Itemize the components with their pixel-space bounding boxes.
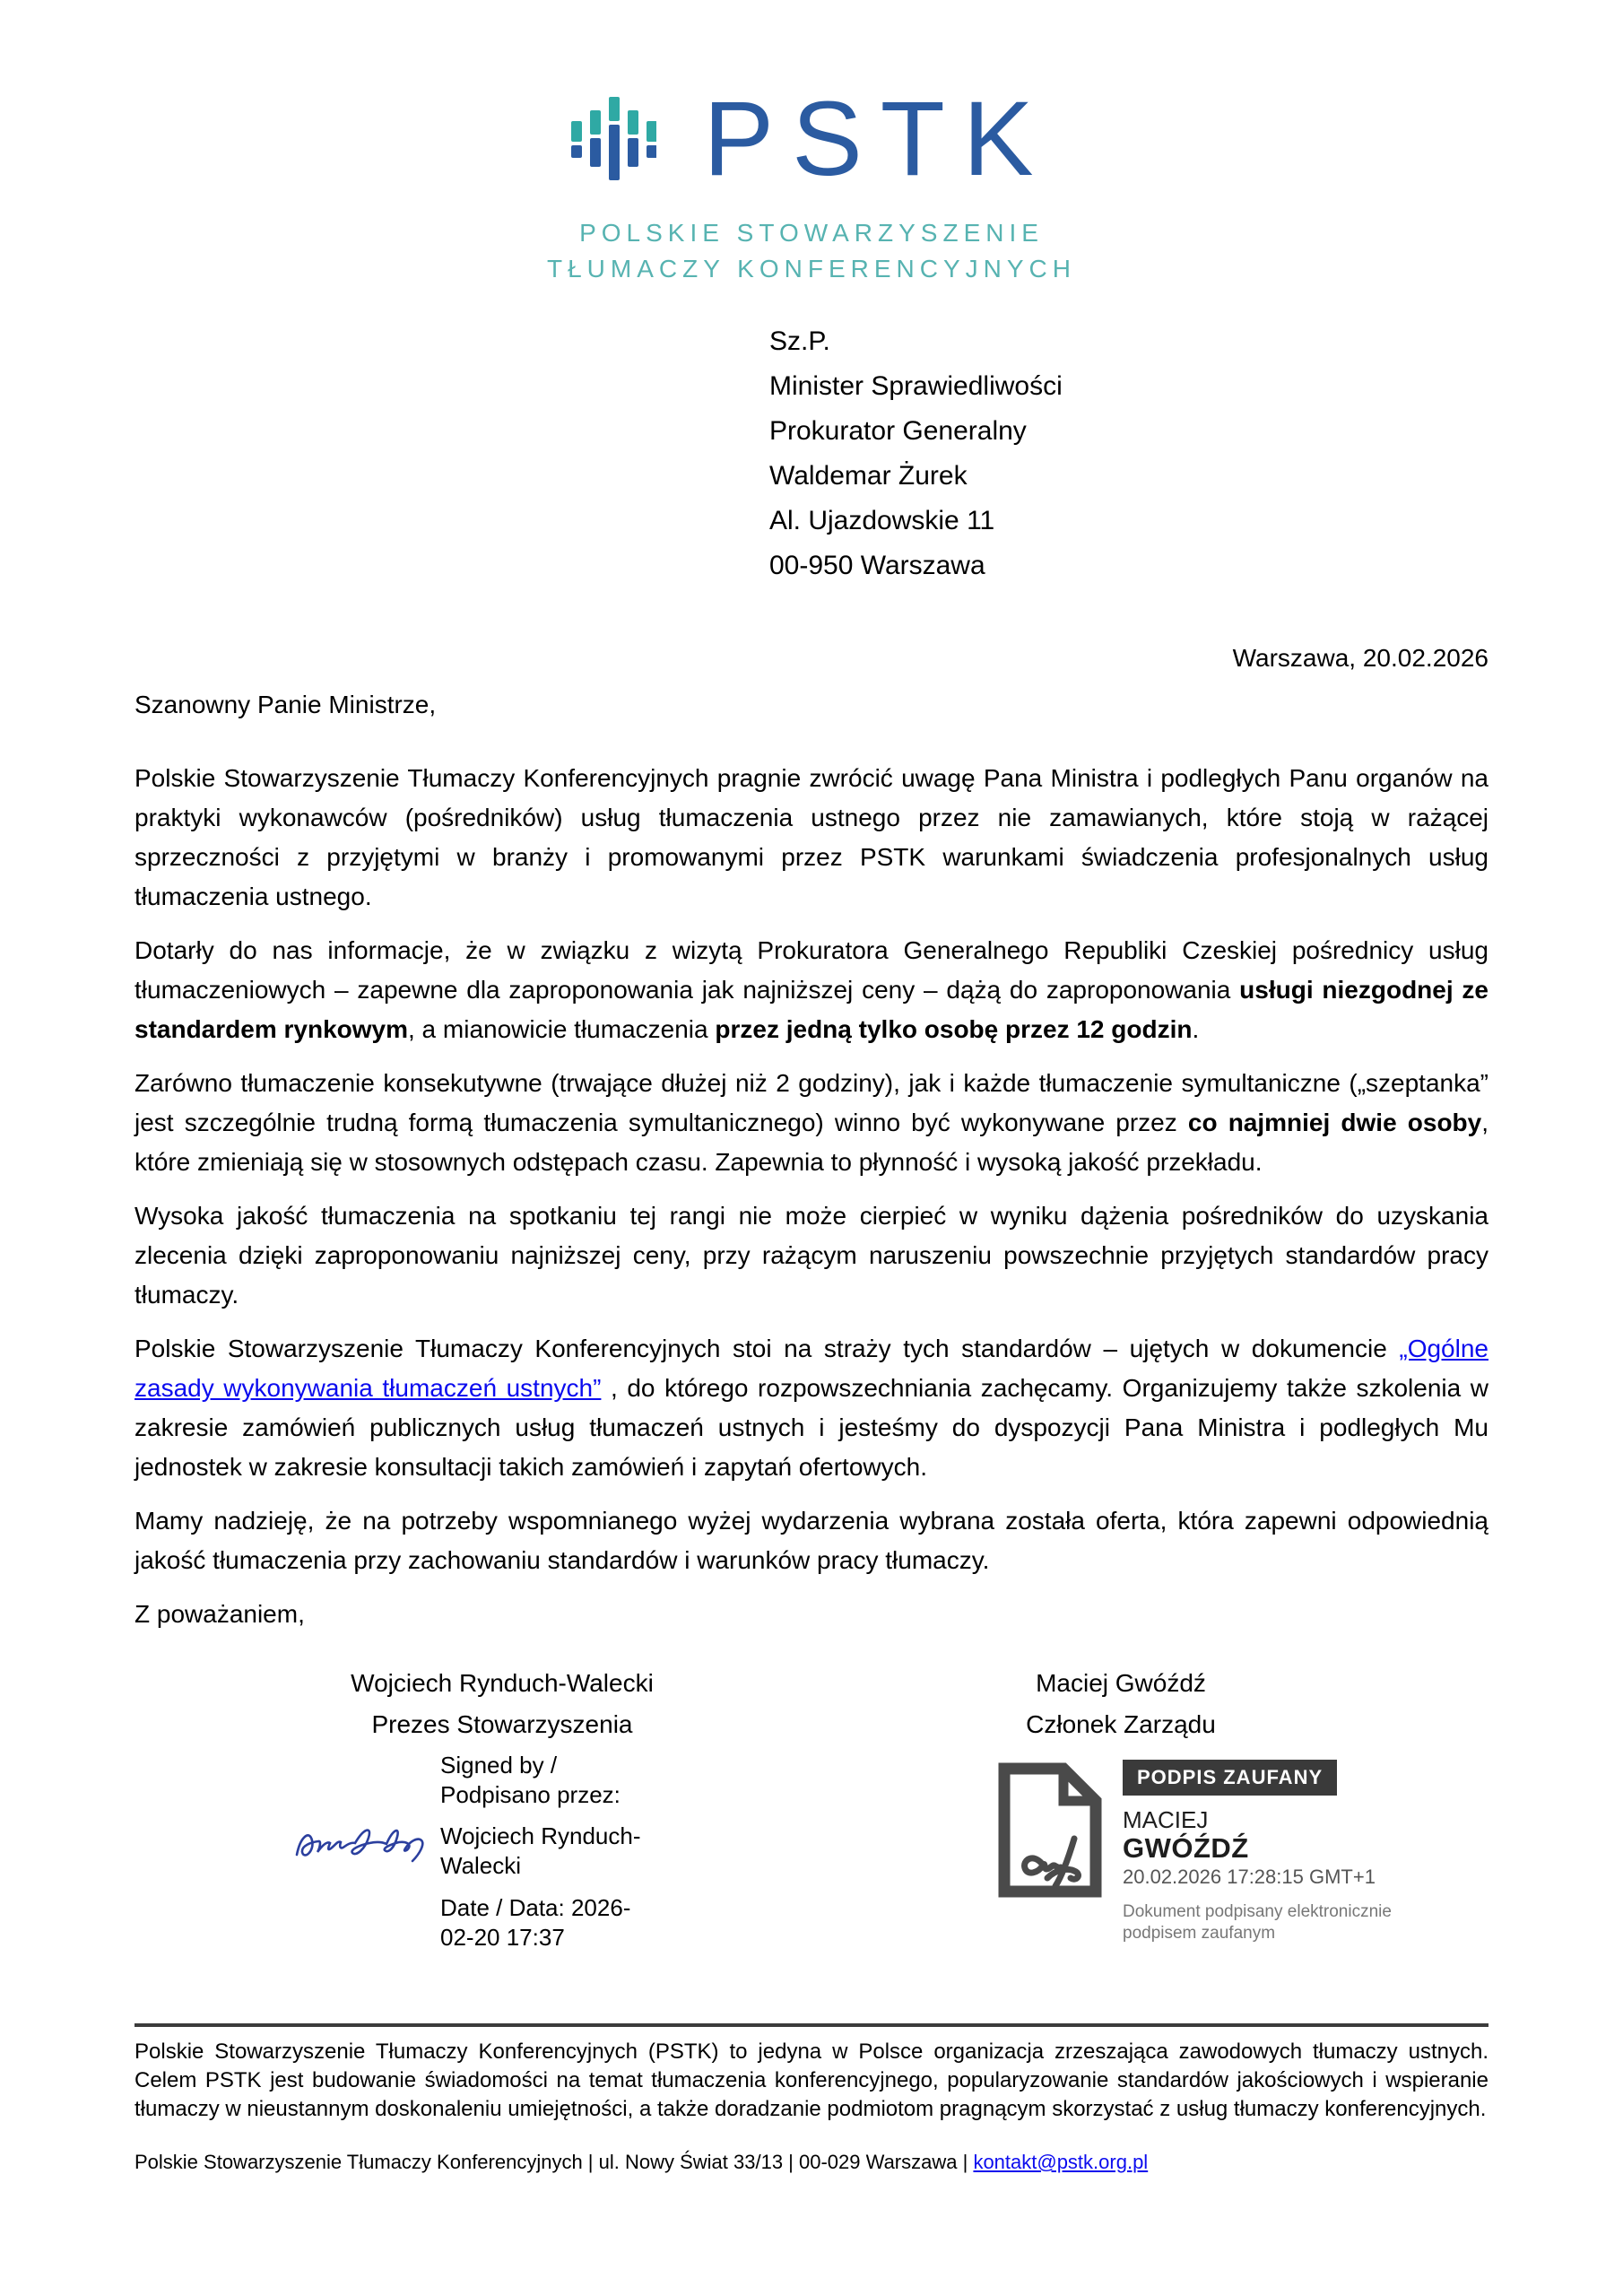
paragraph-text: , a mianowicie tłumaczenia <box>408 1015 716 1043</box>
body-paragraph <box>135 759 1488 917</box>
recipient-block <box>769 319 1623 588</box>
paragraph-text: usługi niezgodnej ze standardem rynkowym <box>135 976 1488 1043</box>
signed-name: Wojciech Rynduch-Walecki <box>440 1822 641 1879</box>
signed-date: Date / Data: 2026-02-20 17:37 <box>440 1894 631 1951</box>
logo-acronym: PSTK <box>703 80 1052 198</box>
signed-by-label-line1: Signed by / <box>440 1752 558 1779</box>
signatory-title-right: Członek Zarządu <box>1026 1710 1216 1738</box>
recipient-line: Sz.P. <box>769 326 830 356</box>
recipient-line: Waldemar Żurek <box>769 461 968 491</box>
paragraph-text: Dotarły do nas informacje, że w związku z wizytą Prokuratora Generalnego Republiki Czeskiej pośrednicy usług tłumaczeniowych – zapewne dla zaproponowania jak najniższej ceny – dążą do zaproponowania <box>135 936 1488 1004</box>
signer-first-name: MACIEJ <box>1123 1806 1209 1833</box>
body-paragraph <box>135 1501 1488 1580</box>
paragraph-text: co najmniej dwie osoby <box>1187 1109 1482 1136</box>
trusted-signature-stamp <box>995 1760 1392 1944</box>
paragraph-text: . <box>1192 1015 1200 1043</box>
signed-by-block <box>293 1751 655 1964</box>
paragraph-text: Mamy nadzieję, że na potrzeby wspomnianego wyżej wydarzenia wybrana została oferta, która zapewni odpowiednią jakość tłumaczenia przy zachowaniu standardów i warunków pracy tłumaczy. <box>135 1507 1488 1574</box>
salutation: Szanowny Panie Ministrze, <box>135 691 437 718</box>
body-paragraph <box>135 1329 1488 1487</box>
letter-body <box>135 759 1488 1580</box>
body-paragraph <box>135 931 1488 1049</box>
paragraph-text: , które zmieniają się w stosownych odstępach czasu. Zapewnia to płynność i wysoką jakość przekładu. <box>135 1109 1488 1176</box>
logo-subtitle-line1: POLSKIE STOWARZYSZENIE <box>579 219 1044 247</box>
recipient-line: Al. Ujazdowskie 11 <box>769 506 995 535</box>
equalizer-logo-icon <box>571 97 656 182</box>
recipient-line: Minister Sprawiedliwości <box>769 371 1063 401</box>
body-paragraph <box>135 1064 1488 1182</box>
closing: Z poważaniem, <box>135 1600 305 1628</box>
paragraph-text: Polskie Stowarzyszenie Tłumaczy Konferencyjnych pragnie zwrócić uwagę Pana Ministra i podległych Panu organów na praktyki wykonawców (pośredników) usług tłumaczenia ustnego przez nie zamawianych, które stoją w rażącej sprzeczności z przyjętymi w branży i promowanymi przez PSTK warunkami świadczenia profesjonalnych usług tłumaczenia ustnego. <box>135 764 1488 910</box>
pstk-logo <box>0 80 1623 287</box>
handwritten-signature <box>293 1803 437 1874</box>
body-paragraph <box>135 1196 1488 1315</box>
footer-divider <box>135 2023 1488 2027</box>
paragraph-text: Polskie Stowarzyszenie Tłumaczy Konferencyjnych stoi na straży tych standardów – ujętych w dokumencie <box>135 1335 1400 1362</box>
signatory-name-left: Wojciech Rynduch-Walecki <box>351 1669 654 1697</box>
footer-about: Polskie Stowarzyszenie Tłumaczy Konferencyjnych (PSTK) to jedyna w Polsce organizacja zrzeszająca zawodowych tłumaczy ustnych. Celem PSTK jest budowanie świadomości na temat tłumaczenia konferencyjnego, popularyzowanie standardów jakościowych i wspieranie tłumaczy w nieustannym doskonaleniu umiejętności, a także doradzanie podmiotom pragnącym skorzystać z usług tłumaczy konferencyjnych. <box>135 2039 1488 2121</box>
recipient-line: 00-950 Warszawa <box>769 551 985 580</box>
logo-subtitle-line2: TŁUMACZY KONFERENCYJNYCH <box>547 255 1076 283</box>
paragraph-text: Zarówno tłumaczenie konsekutywne (trwające dłużej niż 2 godziny), jak i każde tłumaczenie symultaniczne („szeptanka” jest szczególnie trudną formą tłumaczenia symultanicznego) winno być wykonywane przez <box>135 1069 1488 1136</box>
signatory-title-left: Prezes Stowarzyszenia <box>371 1710 633 1738</box>
signature-timestamp: 20.02.2026 17:28:15 GMT+1 <box>1123 1866 1376 1888</box>
email-link[interactable]: kontakt@pstk.org.pl <box>973 2151 1149 2173</box>
document-signature-icon <box>995 1760 1105 1900</box>
signature-section <box>135 1665 1488 1998</box>
paragraph-text: Wysoka jakość tłumaczenia na spotkaniu tej rangi nie może cierpieć w wyniku dążenia pośredników do uzyskania zlecenia dzięki zaproponowaniu najniższej ceny, przy rażącym naruszeniu powszechnie przyjętych standardów pracy tłumaczy. <box>135 1202 1488 1309</box>
signed-by-label-line2: Podpisano przez: <box>440 1781 621 1808</box>
signer-last-name: GWÓŹDŹ <box>1123 1832 1249 1864</box>
document-link[interactable]: „Ogólne zasady wykonywania tłumaczeń ustnych” <box>135 1335 1488 1402</box>
signatory-name-right: Maciej Gwóźdź <box>1036 1669 1206 1697</box>
dateline: Warszawa, 20.02.2026 <box>1232 644 1488 672</box>
recipient-line: Prokurator Generalny <box>769 416 1027 446</box>
footer-contact-text: Polskie Stowarzyszenie Tłumaczy Konferencyjnych | ul. Nowy Świat 33/13 | 00-029 Warszawa | <box>135 2151 974 2173</box>
trusted-signature-badge: PODPIS ZAUFANY <box>1123 1760 1337 1796</box>
paragraph-text: , do którego rozpowszechniania zachęcamy. Organizujemy także szkolenia w zakresie zamówień publicznych usług tłumaczeń ustnych i jesteśmy do dyspozycji Pana Ministra i podległych Mu jednostek w zakresie konsultacji takich zamówień i zapytań ofertowych. <box>135 1374 1489 1481</box>
signature-note: Dokument podpisany elektronicznie podpisem zaufanym <box>1123 1902 1392 1943</box>
footer-contact <box>135 2151 1488 2174</box>
paragraph-text: przez jedną tylko osobę przez 12 godzin <box>715 1015 1193 1043</box>
